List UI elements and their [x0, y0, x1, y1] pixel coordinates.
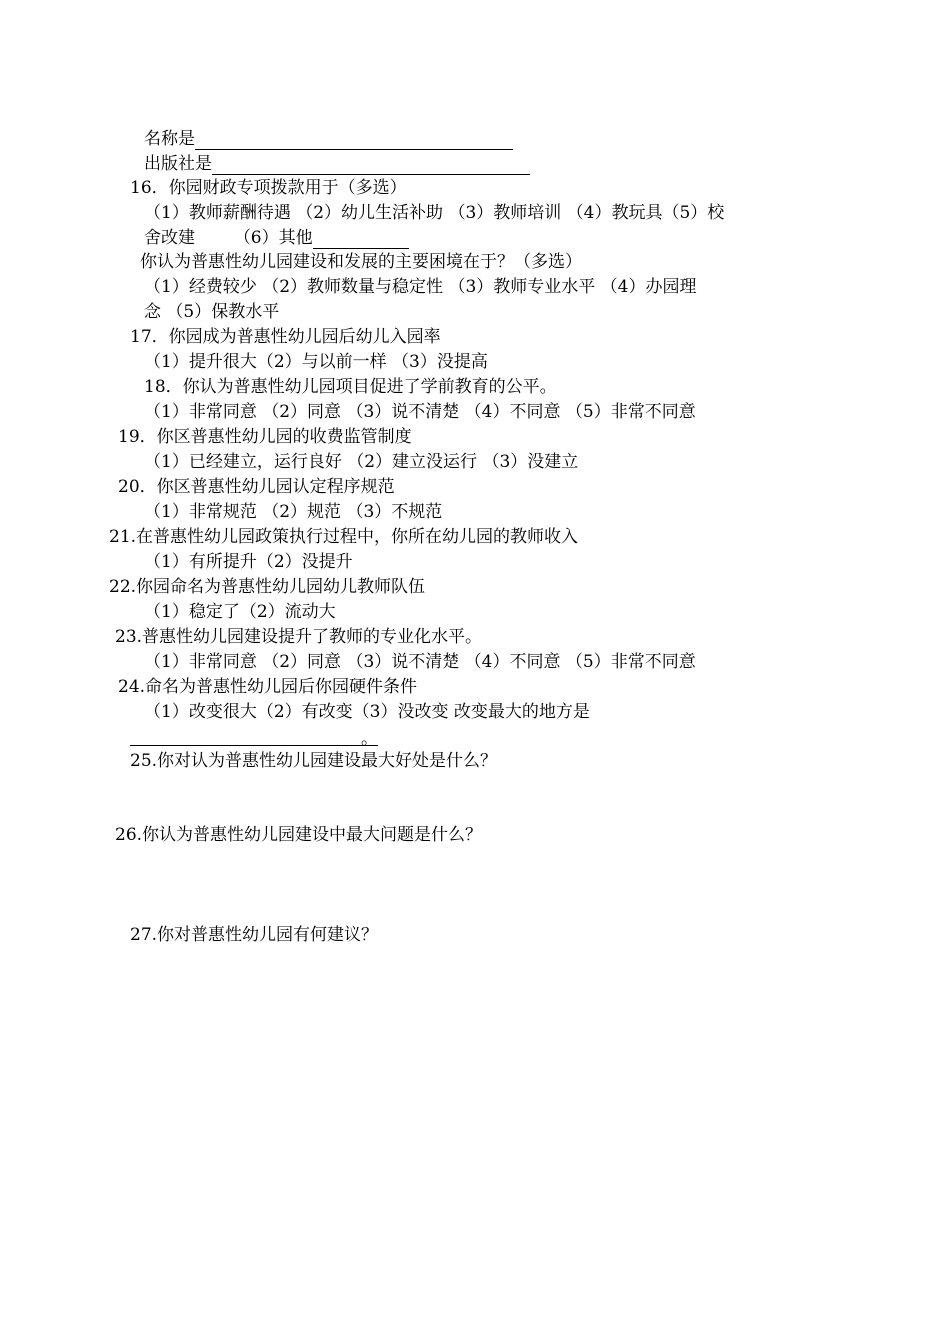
option-text: 舍改建 [144, 228, 195, 248]
publisher-label: 出版社是 [144, 154, 212, 174]
question-24-answer-line [130, 724, 378, 748]
question-19-options: （1）已经建立，运行良好 （2）建立没运行 （3）没建立 [144, 452, 579, 472]
name-label: 名称是 [144, 129, 195, 149]
question-24-options: （1）改变很大（2）有改变（3）没改变 改变最大的地方是 [144, 702, 590, 722]
option-other-label: （6）其他 [233, 228, 313, 248]
question-27: 27.你对普惠性幼儿园有何建议？ [130, 925, 379, 945]
question-19: 19．你区普惠性幼儿园的收费监管制度 [118, 427, 412, 447]
question-21: 21.在普惠性幼儿园政策执行过程中，你所在幼儿园的教师收入 [109, 527, 579, 547]
question-difficulty: 你认为普惠性幼儿园建设和发展的主要困境在于？（多选） [140, 252, 582, 272]
question-difficulty-options-2: 念 （5）保教水平 [144, 302, 280, 322]
publisher-field-line [144, 153, 530, 177]
question-difficulty-options-1: （1）经费较少 （2）教师数量与稳定性 （3）教师专业水平 （4）办园理 [144, 277, 697, 297]
question-18-options: （1）非常同意 （2）同意 （3）说不清楚 （4）不同意 （5）非常不同意 [144, 402, 696, 422]
question-17: 17．你园成为普惠性幼儿园后幼儿入园率 [130, 327, 441, 347]
question-16-options-1: （1）教师薪酬待遇 （2）幼儿生活补助 （3）教师培训 （4）教玩具（5）校 [144, 203, 725, 223]
question-16: 16．你园财政专项拨款用于（多选） [130, 178, 407, 198]
other-blank[interactable] [313, 231, 409, 249]
name-blank[interactable] [195, 132, 513, 150]
question-25: 25.你对认为普惠性幼儿园建设最大好处是什么？ [130, 751, 498, 771]
question-24: 24.命名为普惠性幼儿园后你园硬件条件 [118, 677, 418, 697]
question-18: 18．你认为普惠性幼儿园项目促进了学前教育的公平。 [144, 377, 557, 397]
period-mark: 。 [361, 729, 378, 749]
question-26: 26.你认为普惠性幼儿园建设中最大问题是什么？ [115, 825, 483, 845]
question-23: 23.普惠性幼儿园建设提升了教师的专业化水平。 [115, 627, 483, 647]
question-23-options: （1）非常同意 （2）同意 （3）说不清楚 （4）不同意 （5）非常不同意 [144, 652, 696, 672]
question-20: 20．你区普惠性幼儿园认定程序规范 [118, 477, 395, 497]
name-field-line [144, 128, 513, 152]
question-16-options-2 [144, 227, 409, 251]
question-20-options: （1）非常规范 （2）规范 （3）不规范 [144, 502, 443, 522]
answer-blank[interactable] [130, 728, 378, 749]
publisher-blank[interactable] [212, 157, 530, 175]
question-21-options: （1）有所提升（2）没提升 [144, 552, 353, 572]
question-22-options: （1）稳定了（2）流动大 [144, 602, 336, 622]
question-22: 22.你园命名为普惠性幼儿园幼儿教师队伍 [109, 577, 426, 597]
question-17-options: （1）提升很大（2）与以前一样 （3）没提高 [144, 352, 488, 372]
